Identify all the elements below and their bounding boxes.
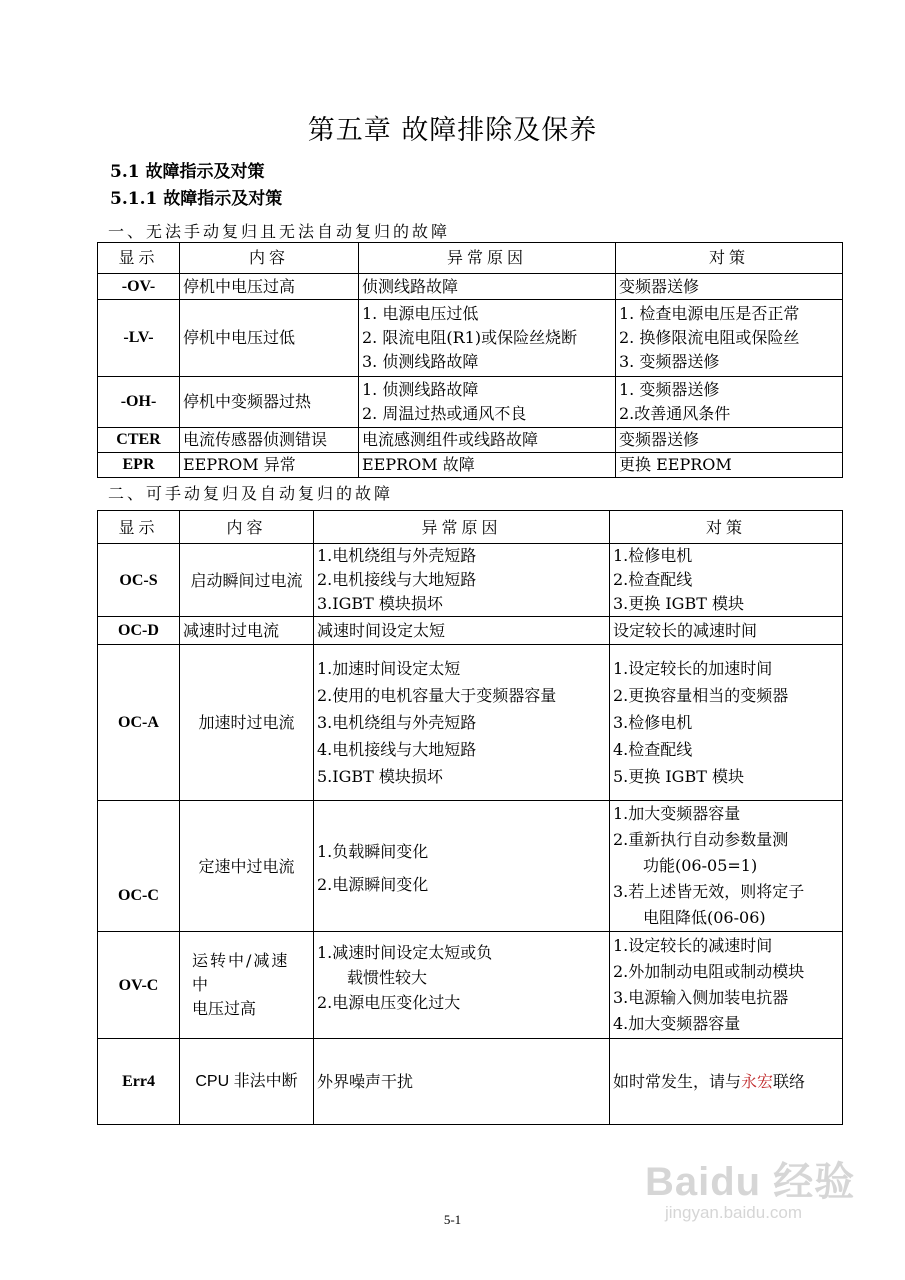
cause-line: 侦测线路故障 xyxy=(362,276,459,296)
cause-line: 1. 侦测线路故障 xyxy=(362,380,479,399)
cause-line: 1.电机绕组与外壳短路 xyxy=(317,546,477,565)
fault-content: 停机中变频器过热 xyxy=(180,377,359,428)
fault-cause xyxy=(359,428,616,453)
action-text-prefix: 如时常发生，请与 xyxy=(613,1072,742,1091)
cause-line: 2.电源电压变化过大 xyxy=(317,993,461,1012)
table-row xyxy=(98,801,843,932)
cause-line: 2. 周温过热或通风不良 xyxy=(362,404,527,423)
fault-content: 启动瞬间过电流 xyxy=(180,544,314,617)
action-line: 变频器送修 xyxy=(619,276,700,296)
fault-code: OC-S xyxy=(98,544,180,617)
fault-cause xyxy=(359,300,616,377)
section-heading: 5.1 故障指示及对策 xyxy=(110,162,265,182)
fault-code: OC-C xyxy=(98,801,180,932)
fault-cause xyxy=(359,377,616,428)
action-line: 5.更换 IGBT 模块 xyxy=(613,767,744,786)
fault-table-non-resettable xyxy=(97,242,843,478)
header-action: 对策 xyxy=(610,511,843,544)
page-title: 第五章 故障排除及保养 xyxy=(307,115,598,146)
action-line: 4.检查配线 xyxy=(613,740,693,759)
action-line: 电阻降低(06-06) xyxy=(643,908,766,927)
cause-line: 2.电源瞬间变化 xyxy=(317,875,429,894)
cause-line: 1.减速时间设定太短或负 xyxy=(317,943,493,962)
action-line: 4.加大变频器容量 xyxy=(613,1014,741,1033)
header-cause: 异常原因 xyxy=(314,511,610,544)
fault-content: 加速时过电流 xyxy=(180,645,314,801)
fault-action xyxy=(616,453,843,478)
fault-table-resettable xyxy=(97,510,843,1125)
cause-line: 2.电机接线与大地短路 xyxy=(317,570,477,589)
action-line: 3.电源输入侧加装电抗器 xyxy=(613,988,789,1007)
cause-line: 1.负载瞬间变化 xyxy=(317,842,429,861)
fault-cause xyxy=(359,453,616,478)
fault-action xyxy=(610,932,843,1039)
action-line: 1. 检查电源电压是否正常 xyxy=(619,304,800,323)
table2-caption: 二、可手动复归及自动复归的故障 xyxy=(108,484,394,503)
header-cause: 异常原因 xyxy=(359,243,616,274)
fault-cause xyxy=(314,544,610,617)
fault-action xyxy=(610,617,843,645)
action-line: 2.改善通风条件 xyxy=(619,404,731,423)
action-line: 3. 变频器送修 xyxy=(619,352,720,371)
action-line: 3.若上述皆无效，则将定子 xyxy=(613,882,805,901)
cause-line: 外界噪声干扰 xyxy=(317,1072,414,1091)
table-row xyxy=(98,932,843,1039)
fault-code: EPR xyxy=(98,453,180,478)
action-line: 1. 变频器送修 xyxy=(619,380,720,399)
cause-line: 2.使用的电机容量大于变频器容量 xyxy=(317,686,557,705)
fault-code: -LV- xyxy=(98,300,180,377)
table-row xyxy=(98,1039,843,1125)
action-line: 1.检修电机 xyxy=(613,546,693,565)
action-line: 功能(06-05=1) xyxy=(643,856,758,875)
header-display: 显示 xyxy=(98,243,180,274)
action-line: 2.检查配线 xyxy=(613,570,693,589)
fault-action xyxy=(610,544,843,617)
fault-action xyxy=(610,801,843,932)
fault-content: 减速时过电流 xyxy=(180,617,314,645)
action-line: 变频器送修 xyxy=(619,430,700,449)
fault-action xyxy=(616,274,843,300)
fault-code: -OH- xyxy=(98,377,180,428)
fault-code: -OV- xyxy=(98,274,180,300)
fault-cause xyxy=(359,274,616,300)
fault-content: 停机中电压过低 xyxy=(180,300,359,377)
action-line: 设定较长的减速时间 xyxy=(613,620,758,640)
brand-name: 永宏 xyxy=(741,1072,774,1091)
action-text-suffix: 联络 xyxy=(773,1072,806,1091)
fault-content xyxy=(180,932,314,1039)
fault-cause xyxy=(314,1039,610,1125)
cause-line: 电流感测组件或线路故障 xyxy=(362,430,539,449)
watermark-logo: Baidu 经验 xyxy=(645,1160,856,1204)
action-line: 1.设定较长的减速时间 xyxy=(613,936,773,955)
header-action: 对策 xyxy=(616,243,843,274)
subsection-heading: 5.1.1 故障指示及对策 xyxy=(110,189,283,209)
cause-line: 4.电机接线与大地短路 xyxy=(317,740,477,759)
action-line: 2.外加制动电阻或制动模块 xyxy=(613,962,805,981)
content-line: 运转中/减速 xyxy=(192,951,290,970)
fault-cause xyxy=(314,617,610,645)
table-row xyxy=(98,544,843,617)
fault-cause xyxy=(314,932,610,1039)
action-line: 1.加大变频器容量 xyxy=(613,804,741,823)
action-line: 2. 换修限流电阻或保险丝 xyxy=(619,328,800,347)
fault-action xyxy=(616,377,843,428)
action-line: 3.检修电机 xyxy=(613,713,693,732)
fault-code: OV-C xyxy=(98,932,180,1039)
fault-action xyxy=(610,645,843,801)
content-line: 电压过高 xyxy=(192,999,257,1018)
table-header-row xyxy=(98,511,843,544)
cause-line: 1.加速时间设定太短 xyxy=(317,659,461,678)
fault-action xyxy=(616,428,843,453)
action-line: 3.更换 IGBT 模块 xyxy=(613,594,744,613)
page-number: 5-1 xyxy=(443,1212,462,1227)
fault-code: Err4 xyxy=(98,1039,180,1125)
table-row xyxy=(98,453,843,478)
watermark-url: jingyan.baidu.com xyxy=(665,1203,803,1222)
fault-content: CPU 非法中断 xyxy=(180,1039,314,1125)
action-line: 更换 EEPROM xyxy=(619,455,732,474)
content-line: 中 xyxy=(192,975,209,994)
fault-cause xyxy=(314,801,610,932)
header-content: 内容 xyxy=(180,243,359,274)
cause-line: 减速时间设定太短 xyxy=(317,620,446,640)
action-line: 1.设定较长的加速时间 xyxy=(613,659,773,678)
fault-code: OC-D xyxy=(98,617,180,645)
fault-action xyxy=(610,1039,843,1125)
fault-content: 停机中电压过高 xyxy=(180,274,359,300)
action-line: 2.更换容量相当的变频器 xyxy=(613,686,789,705)
action-line xyxy=(613,1068,839,1095)
fault-action xyxy=(616,300,843,377)
fault-content: 定速中过电流 xyxy=(180,801,314,932)
header-content: 内容 xyxy=(180,511,314,544)
fault-cause xyxy=(314,645,610,801)
table-row xyxy=(98,377,843,428)
cause-line: 3.电机绕组与外壳短路 xyxy=(317,713,477,732)
cause-line: 2. 限流电阻(R1)或保险丝烧断 xyxy=(362,328,578,347)
cause-line: 载惯性较大 xyxy=(347,968,428,987)
cause-line: EEPROM 故障 xyxy=(362,455,475,474)
cause-line: 1. 电源电压过低 xyxy=(362,304,479,323)
table1-caption: 一、无法手动复归且无法自动复归的故障 xyxy=(108,222,451,241)
cause-line: 3.IGBT 模块损坏 xyxy=(317,594,443,613)
table-row xyxy=(98,645,843,801)
table-row xyxy=(98,274,843,300)
fault-code: CTER xyxy=(98,428,180,453)
header-display: 显示 xyxy=(98,511,180,544)
cause-line: 3. 侦测线路故障 xyxy=(362,352,479,371)
fault-content: 电流传感器侦测错误 xyxy=(180,428,359,453)
table-header-row xyxy=(98,243,843,274)
fault-content: EEPROM 异常 xyxy=(180,453,359,478)
cause-line: 5.IGBT 模块损坏 xyxy=(317,767,443,786)
action-line: 2.重新执行自动参数量测 xyxy=(613,830,789,849)
table-row xyxy=(98,617,843,645)
table-row xyxy=(98,428,843,453)
table-row xyxy=(98,300,843,377)
fault-code: OC-A xyxy=(98,645,180,801)
